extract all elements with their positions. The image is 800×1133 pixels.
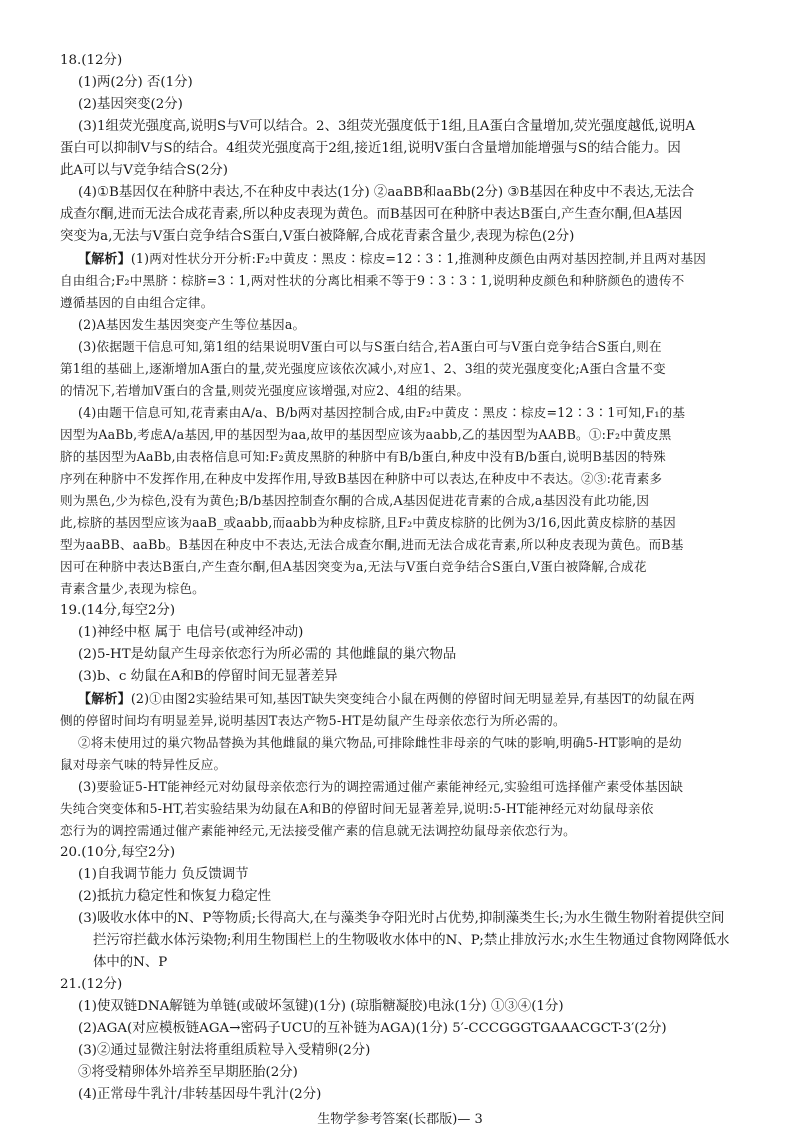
q21-part4: (4)正常母牛乳汁/非转基因母牛乳汁(2分)	[78, 1087, 322, 1102]
analysis-text: (1)两对性状分开分析:F₂中黄皮∶黑皮∶棕皮=12∶3∶1,推测种皮颜色由两对基因控制,并且两对基因	[130, 251, 707, 266]
q18-part4-line: 突变为a,无法与V蛋白竞争结合S蛋白,V蛋白被降解,合成花青素含量少,表现为棕色(2分)	[60, 229, 575, 244]
q18-header: 18.(12分)	[60, 53, 123, 68]
q18-part4-line: 成查尔酮,进而无法合成花青素,所以种皮表现为黄色。而B基因可在种脐中表达B蛋白,产生查尔酮,但A基因	[60, 207, 683, 222]
q19-analysis-line: ②将未使用过的巢穴物品替换为其他雌鼠的巢穴物品,可排除雌性非母亲的气味的影响,明确5-HT影响的是幼	[78, 735, 682, 750]
analysis-label: 【解析】	[78, 252, 131, 267]
q19-part3: (3)b、c 幼鼠在A和B的停留时间无显著差异	[78, 669, 338, 684]
q19-analysis-line: 侧的停留时间均有明显差异,说明基因T表达产物5-HT是幼鼠产生母亲依恋行为所必需的。	[60, 713, 566, 728]
q21-part2: (2)AGA(对应模板链AGA→密码子UCU的互补链为AGA)(1分) 5′-CCCGGGTGAAACGCT-3′(2分)	[78, 1021, 667, 1036]
q19-analysis-line: (3)要验证5-HT能神经元对幼鼠母亲依恋行为的调控需通过催产素能神经元,实验组可选择催产素受体基因缺	[78, 779, 684, 794]
q18-analysis-line: 自由组合;F₂中黑脐∶棕脐=3∶1,两对性状的分离比相乘不等于9∶3∶3∶1,说明种皮颜色和种脐颜色的遗传不	[60, 273, 685, 288]
q18-part3-line: (3)1组荧光强度高,说明S与V可以结合。2、3组荧光强度低于1组,且A蛋白含量增加,荧光强度越低,说明A	[78, 119, 696, 134]
q20-part3-line: (3)吸收水体中的N、P等物质;长得高大,在与藻类争夺阳光时占优势,抑制藻类生长;为水生微生物附着提供空间	[78, 911, 725, 926]
q20-part1: (1)自我调节能力 负反馈调节	[78, 867, 249, 882]
q18-part3-line: 此A可以与V竞争结合S(2分)	[60, 163, 228, 178]
q19-analysis-line: 恋行为的调控需通过催产素能神经元,无法接受催产素的信息就无法调控幼鼠母亲依恋行为。	[60, 823, 576, 838]
q18-analysis-line: 因可在种脐中表达B蛋白,产生查尔酮,但A基因突变为a,无法与V蛋白竞争结合S蛋白,V蛋白被降解,合成花	[60, 559, 647, 574]
q20-part3-line: 拦污帘拦截水体污染物;利用生物围栏上的生物吸收水体中的N、P;禁止排放污水;水生生物通过食物网降低水	[93, 933, 730, 948]
q18-analysis-line: 遵循基因的自由组合定律。	[60, 295, 214, 310]
q21-part3a: (3)②通过显微注射法将重组质粒导入受精卵(2分)	[78, 1043, 371, 1058]
q18-analysis-line: 则为黑色,少为棕色,没有为黄色;B/b基因控制查尔酮的合成,A基因促进花青素的合成,a基因没有此功能,因	[60, 493, 650, 508]
q19-part1: (1)神经中枢 属于 电信号(或神经冲动)	[78, 625, 304, 640]
analysis-text: (2)①由图2实验结果可知,基因T缺失突变纯合小鼠在两侧的停留时间无明显差异,有基因T的幼鼠在两	[130, 691, 695, 706]
q19-part2: (2)5-HT是幼鼠产生母亲依恋行为所必需的 其他雌鼠的巢穴物品	[78, 647, 457, 662]
q21-part1: (1)使双链DNA解链为单链(或破坏氢键)(1分) (琼脂糖凝胶)电泳(1分) ①③④(1分)	[78, 999, 564, 1014]
q20-header: 20.(10分,每空2分)	[60, 845, 176, 860]
q18-analysis-line: 的情况下,若增加V蛋白的含量,则荧光强度应该增强,对应2、4组的结果。	[60, 383, 470, 398]
q18-analysis-line: (2)A基因发生基因突变产生等位基因a。	[78, 317, 306, 332]
analysis-label: 【解析】	[78, 692, 131, 707]
q19-header: 19.(14分,每空2分)	[60, 603, 176, 618]
q18-part4-line: (4)①B基因仅在种脐中表达,不在种皮中表达(1分) ②aaBB和aaBb(2分) ③B基因在种皮中不表达,无法合	[78, 185, 695, 200]
q19-analysis-line	[78, 690, 760, 708]
q18-analysis-line: 第1组的基础上,逐渐增加A蛋白的量,荧光强度应该依次减小,对应1、2、3组的荧光强度变化;A蛋白含量不变	[60, 361, 666, 376]
page-footer: 生物学参考答案(长郡版)— 3	[317, 1112, 483, 1127]
q18-part1: (1)两(2分) 否(1分)	[78, 75, 193, 90]
q18-analysis-line: 因型为AaBb,考虑A/a基因,甲的基因型为aa,故甲的基因型应该为aabb,乙的基因型为AABB。①:F₂中黄皮黑	[60, 427, 672, 442]
q18-analysis-line: 型为aaBB、aaBb。B基因在种皮中不表达,无法合成查尔酮,进而无法合成花青素,所以种皮表现为黄色。而B基	[60, 537, 684, 552]
q18-analysis-line: 青素含量少,表现为棕色。	[60, 581, 205, 596]
q18-part3-line: 蛋白可以抑制V与S的结合。4组荧光强度高于2组,接近1组,说明V蛋白含量增加能增强与S的结合能力。因	[60, 141, 681, 156]
q20-part3-line: 体中的N、P	[93, 955, 168, 970]
q18-analysis-line: (3)依据题干信息可知,第1组的结果说明V蛋白可以与S蛋白结合,若A蛋白可与V蛋白竞争结合S蛋白,则在	[78, 339, 662, 354]
q18-analysis-line: 此,棕脐的基因型应该为aaB_或aabb,而aabb为种皮棕脐,且F₂中黄皮棕脐的比例为3/16,因此黄皮棕脐的基因	[60, 515, 676, 530]
q19-analysis-line: 失纯合突变体和5-HT,若实验结果为幼鼠在A和B的停留时间无显著差异,说明:5-HT能神经元对幼鼠母亲依	[60, 801, 654, 816]
q18-analysis-line: (4)由题干信息可知,花青素由A/a、B/b两对基因控制合成,由F₂中黄皮∶黑皮∶棕皮=12∶3∶1可知,F₁的基	[78, 405, 686, 420]
q18-analysis-line: 脐的基因型为AaBb,由表格信息可知:F₂黄皮黑脐的种脐中有B/b蛋白,种皮中没有B/b蛋白,说明B基因的特殊	[60, 449, 666, 464]
q21-part3b: ③将受精卵体外培养至早期胚胎(2分)	[78, 1065, 298, 1080]
q18-analysis-line	[78, 250, 760, 268]
q18-analysis-line: 序列在种脐中不发挥作用,在种皮中发挥作用,导致B基因在种脐中可以表达,在种皮中不表达。②③:花青素多	[60, 471, 663, 486]
q20-part2: (2)抵抗力稳定性和恢复力稳定性	[78, 889, 272, 904]
q21-header: 21.(12分)	[60, 977, 123, 992]
q19-analysis-line: 鼠对母亲气味的特异性反应。	[60, 757, 227, 772]
q18-part2: (2)基因突变(2分)	[78, 97, 183, 112]
